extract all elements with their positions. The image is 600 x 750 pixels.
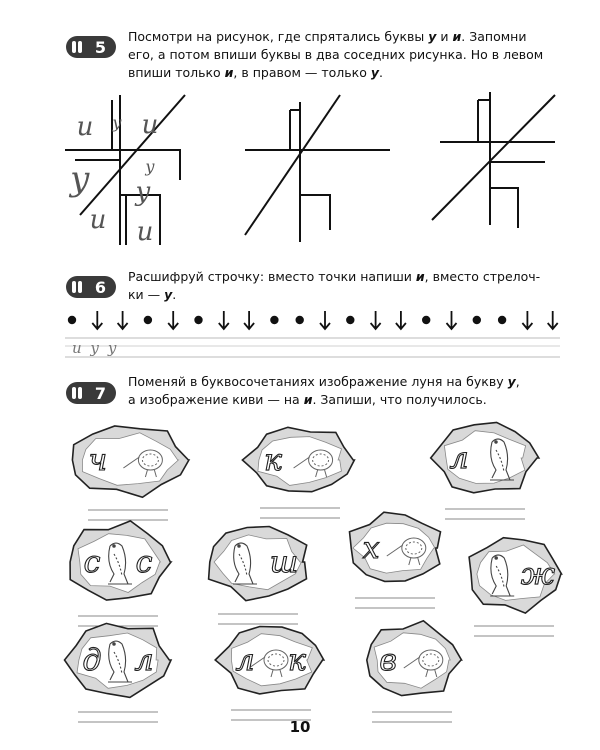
figure-line xyxy=(432,95,555,220)
card-letter: к xyxy=(263,443,282,478)
arrow-stroke xyxy=(244,311,254,329)
harrier-eye xyxy=(495,557,497,559)
dot-symbol xyxy=(144,316,152,324)
card-letter: с xyxy=(83,545,101,580)
arrow-stroke xyxy=(219,311,229,329)
highlighted-letter: и xyxy=(452,29,462,44)
highlighted-letter: у xyxy=(507,374,516,389)
page-number: 10 xyxy=(289,718,311,736)
instruction-line: Посмотри на рисунок, где спрятались буквы у и и. Запомни xyxy=(128,29,527,44)
highlighted-letter: и xyxy=(224,65,234,80)
figure-line xyxy=(245,95,340,235)
instruction-line: а изображение киви — на и. Запиши, что получилось. xyxy=(128,392,487,407)
arrow-symbol xyxy=(92,311,102,329)
arrow-stroke xyxy=(522,311,532,329)
arrow-stroke xyxy=(320,311,330,329)
arrow-symbol xyxy=(320,311,330,329)
task-number: 7 xyxy=(94,383,106,403)
arrow-symbol xyxy=(371,311,381,329)
arrow-symbol xyxy=(447,311,457,329)
dot-symbol xyxy=(270,316,278,324)
line-figure xyxy=(432,92,555,228)
figure-line xyxy=(490,188,518,228)
line-figure xyxy=(245,95,390,242)
card-letter: д xyxy=(82,643,102,678)
card-letter: в xyxy=(379,643,397,678)
hidden-letter: и xyxy=(89,205,107,235)
letter-card xyxy=(70,521,171,626)
hidden-letter: у xyxy=(145,157,155,176)
letter-card xyxy=(242,427,354,518)
task-number: 5 xyxy=(94,37,106,57)
arrow-stroke xyxy=(396,311,406,329)
arrow-symbol xyxy=(548,311,558,329)
arrow-symbol xyxy=(118,311,128,329)
hidden-letter: и xyxy=(141,110,159,140)
arrow-symbol xyxy=(522,311,532,329)
dot-symbol xyxy=(346,316,354,324)
letter-card xyxy=(431,422,539,519)
letter-card xyxy=(65,623,172,722)
sample-answer: и у у xyxy=(72,339,119,357)
arrow-symbol xyxy=(168,311,178,329)
arrow-stroke xyxy=(371,311,381,329)
task-number: 6 xyxy=(94,277,106,297)
card-letter: ж xyxy=(520,557,555,592)
arrow-stroke xyxy=(548,311,558,329)
hidden-letter: у xyxy=(70,159,90,199)
letter-card xyxy=(215,627,324,721)
card-letter: к xyxy=(288,643,306,678)
harrier-eye xyxy=(113,545,115,547)
hidden-letter: у xyxy=(112,113,122,132)
hidden-letter: у xyxy=(135,177,151,207)
dot-symbol xyxy=(296,316,304,324)
instruction-line: ки — у. xyxy=(128,287,177,302)
letter-card xyxy=(209,527,307,625)
letter-card xyxy=(367,621,462,722)
dot-symbol xyxy=(473,316,481,324)
card-letter: л xyxy=(235,643,255,678)
arrow-stroke xyxy=(118,311,128,329)
dot-symbol xyxy=(194,316,202,324)
card-letter: л xyxy=(449,441,469,476)
letter-card xyxy=(350,512,441,608)
instruction-line: его, а потом впиши буквы в два соседних рисунка. Но в левом xyxy=(128,47,544,62)
highlighted-letter: у xyxy=(164,287,173,302)
letter-card xyxy=(469,538,561,636)
figure-line xyxy=(80,95,185,215)
hidden-letter: и xyxy=(136,217,154,247)
instruction-line: Расшифруй строчку: вместо точки напиши и, вместо стрелоч- xyxy=(128,269,541,284)
harrier-eye xyxy=(238,545,240,547)
arrow-symbol xyxy=(244,311,254,329)
letter-card xyxy=(72,426,188,520)
harrier-eye xyxy=(495,441,497,443)
highlighted-letter: и xyxy=(415,269,425,284)
highlighted-letter: у xyxy=(428,29,437,44)
arrow-stroke xyxy=(168,311,178,329)
card-letter: с xyxy=(135,545,153,580)
arrow-symbol xyxy=(396,311,406,329)
figure-line xyxy=(478,100,490,142)
highlighted-letter: и xyxy=(303,392,313,407)
dot-symbol xyxy=(422,316,430,324)
harrier-eye xyxy=(113,643,115,645)
figure-line xyxy=(290,110,300,150)
dot-symbol xyxy=(498,316,506,324)
card-letter: ч xyxy=(88,443,108,478)
hidden-letter: и xyxy=(76,112,94,142)
card-letter: х xyxy=(362,531,380,566)
instruction-line: Поменяй в буквосочетаниях изображение луня на букву у, xyxy=(128,374,520,389)
card-letter: ш xyxy=(269,545,299,580)
highlighted-letter: у xyxy=(370,65,379,80)
card-letter: л xyxy=(134,643,154,678)
figure-line xyxy=(300,195,330,230)
instruction-line: впиши только и, в правом — только у. xyxy=(128,65,383,80)
dot-symbol xyxy=(68,316,76,324)
arrow-stroke xyxy=(447,311,457,329)
arrow-stroke xyxy=(92,311,102,329)
arrow-symbol xyxy=(219,311,229,329)
